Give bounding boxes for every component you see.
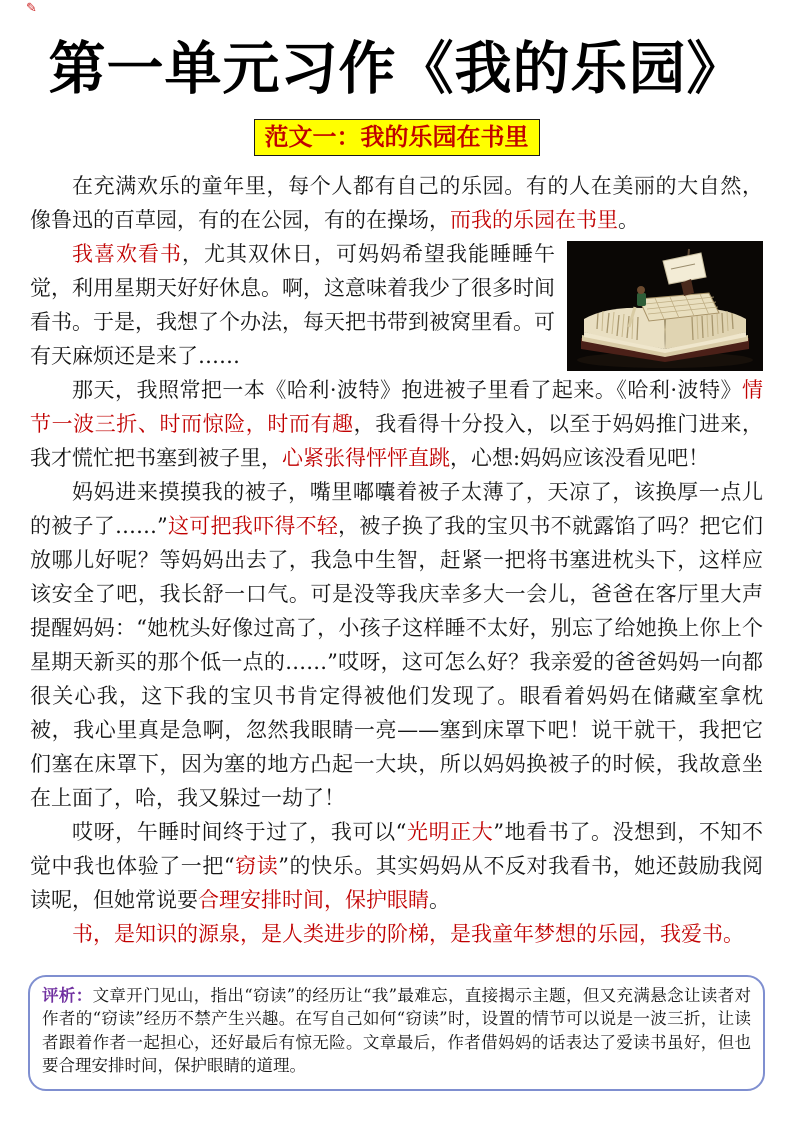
page-title: 第一单元习作《我的乐园》 — [48, 36, 745, 102]
emphasis-text: 合理安排时间，保护眼睛 — [198, 887, 429, 912]
review-box — [28, 975, 765, 1091]
review-label: 评析： — [42, 985, 93, 1005]
emphasis-text: 光明正大 — [406, 819, 494, 844]
red-pencil-mark-icon: ✎ — [26, 1, 37, 16]
essay-paragraph-5 — [30, 815, 763, 917]
emphasis-text: 这可把我吓得不轻 — [167, 513, 339, 538]
essay-paragraph-2 — [30, 237, 763, 373]
emphasis-text: 情节一波三折、时而惊险，时而有趣 — [30, 377, 763, 436]
essay-paragraph-3 — [30, 373, 763, 475]
essay-paragraph-4 — [30, 475, 763, 815]
emphasis-text: 窃读 — [234, 853, 279, 878]
emphasis-text: 我喜欢看书 — [72, 241, 182, 266]
emphasis-text: 心紧张得怦怦直跳 — [282, 445, 450, 470]
emphasis-text: 而我的乐园在书里 — [450, 207, 618, 232]
essay-paragraph-6 — [30, 917, 763, 951]
body-text: 妈妈进来摸摸我的被子，嘴里嘟囔着被子太薄了，天凉了，该换厚一点儿的被子了……” — [30, 479, 763, 538]
book-photo-illustration — [567, 241, 763, 371]
subtitle-row — [0, 119, 793, 156]
body-text: 哎呀，午睡时间终于过了，我可以“ — [72, 819, 407, 844]
body-text: 在充满欢乐的童年里，每个人都有自己的乐园。有的人在美丽的大自然，像鲁迅的百草园，有的在公园，有的在操场， — [30, 173, 763, 232]
body-text: ，尤其双休日，可妈妈希望我能睡睡午觉，利用星期天好好休息。啊，这意味着我少了很多时间看书。于是，我想了个办法，每天把书带到被窝里看。可有天麻烦还是来了…… — [30, 241, 555, 368]
body-text: ”地看书了。没想到，不知不觉中我也体验了一把“ — [30, 819, 763, 878]
body-text: 。 — [429, 887, 450, 912]
essay-paragraph-1 — [30, 169, 763, 237]
subtitle-highlight: 范文一：我的乐园在书里 — [254, 119, 540, 156]
body-text: 。 — [618, 207, 639, 232]
body-text: ，心想:妈妈应该没看见吧！ — [450, 445, 710, 470]
body-text: ，我看得十分投入，以至于妈妈推门进来，我才慌忙把书塞到被子里， — [30, 411, 764, 470]
review-text: 文章开门见山，指出“窃读”的经历让“我”最难忘，直接揭示主题，但又充满悬念让读者对作者的“窃读”经历不禁产生兴趣。在写自己如何“窃读”时，设置的情节可以说是一波三折，让读者跟着作者一起担心，还好最后有惊无险。文章最后，作者借妈妈的话表达了爱读书虽好，但也要合理安排时间，保护眼睛的道理。 — [42, 985, 752, 1076]
body-text: 那天，我照常把一本《哈利·波特》抱进被子里看了起来。《哈利·波特》 — [72, 377, 742, 402]
body-text: ，被子换了我的宝贝书不就露馅了吗？把它们放哪儿好呢？等妈妈出去了，我急中生智，赶紧一把将书塞进枕头下，这样应该安全了吧，我长舒一口气。可是没等我庆幸多大一会儿，爸爸在客厅里大声提醒妈妈：“她枕头好像过高了，小孩子这样睡不太好，别忘了给她换上你上个星期天新买的那个低一点的……”哎呀，这可怎么好？我亲爱的爸爸妈妈一向都很关心我，这下我的宝贝书肯定得被他们发现了。眼看着妈妈在储藏室拿枕被，我心里真是急啊，忽然我眼睛一亮——塞到床罩下吧！说干就干，我把它们塞在床罩下，因为塞的地方凸起一大块，所以妈妈换被子的时候，我故意坐在上面了，哈，我又躲过一劫了！ — [30, 513, 764, 810]
book-photo — [567, 241, 763, 371]
essay-body — [30, 169, 763, 951]
body-text: ”的快乐。其实妈妈从不反对我看书，她还鼓励我阅读呢，但她常说要 — [30, 853, 763, 912]
emphasis-text: 书，是知识的源泉，是人类进步的阶梯，是我童年梦想的乐园，我爱书。 — [72, 921, 744, 946]
